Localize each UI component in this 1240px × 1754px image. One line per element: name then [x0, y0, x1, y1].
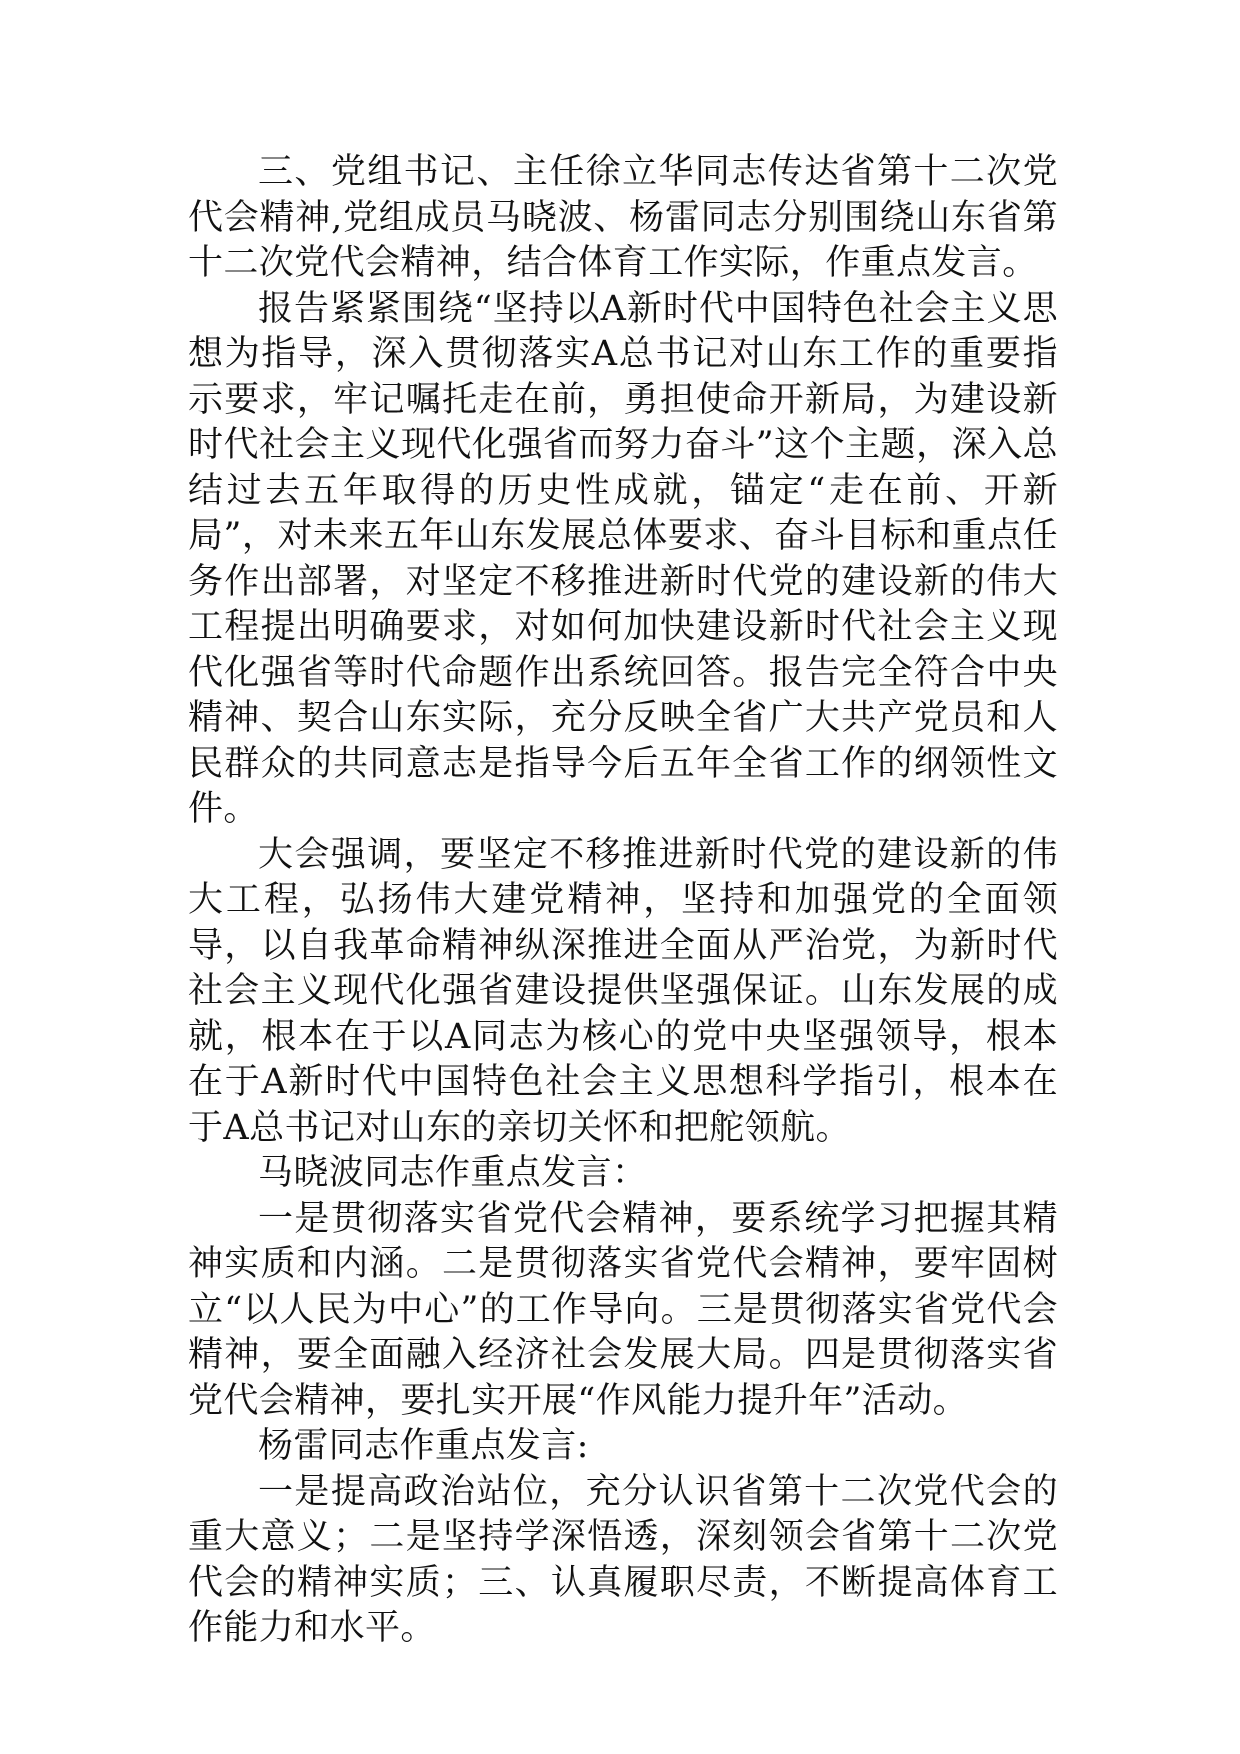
paragraph-yang-lei-remarks: 一是提高政治站位，充分认识省第十二次党代会的重大意义；二是坚持学深悟透，深刻领会省第十二次党代会的精神实质；三、认真履职尽责，不断提高体育工作能力和水平。: [188, 1471, 1058, 1648]
paragraph-yang-lei-heading: 杨雷同志作重点发言:: [258, 1426, 589, 1466]
paragraph-ma-xiaobo-heading: 马晓波同志作重点发言：: [258, 1153, 648, 1193]
paragraph-congress-emphasis: 大会强调，要坚定不移推进新时代党的建设新的伟大工程，弘扬伟大建党精神，坚持和加强党的全面领导，以自我革命精神纵深推进全面从严治党，为新时代社会主义现代化强省建设提供坚强保证。山东发展的成就，根本在于以A同志为核心的党中央坚强领导，根本在于A新时代中国特色社会主义思想科学指引，根本在于A总书记对山东的亲切关怀和把舵领航。: [188, 834, 1058, 1148]
paragraph-report-summary: 报告紧紧围绕“坚持以A新时代中国特色社会主义思想为指导，深入贯彻落实A总书记对山东工作的重要指示要求，牢记嘱托走在前，勇担使命开新局，为建设新时代社会主义现代化强省而努力奋斗”这个主题，深入总结过去五年取得的历史性成就，锚定“走在前、开新局”，对未来五年山东发展总体要求、奋斗目标和重点任务作出部署，对坚定不移推进新时代党的建设新的伟大工程提出明确要求，对如何加快建设新时代社会主义现代化强省等时代命题作出系统回答。报告完全符合中央精神、契合山东实际，充分反映全省广大共产党员和人民群众的共同意志是指导今后五年全省工作的纲领性文件。: [188, 288, 1058, 829]
paragraph-ma-xiaobo-remarks: 一是贯彻落实省党代会精神，要系统学习把握其精神实质和内涵。二是贯彻落实省党代会精神，要牢固树立“以人民为中心”的工作导向。三是贯彻落实省党代会精神，要全面融入经济社会发展大局。四是贯彻落实省党代会精神，要扎实开展“作风能力提升年”活动。: [188, 1198, 1058, 1421]
paragraph-party-congress-relay: 三、党组书记、主任徐立华同志传达省第十二次党代会精神,党组成员马晓波、杨雷同志分别围绕山东省第十二次党代会精神，结合体育工作实际，作重点发言。: [188, 152, 1058, 283]
document-body: [188, 150, 1058, 1652]
